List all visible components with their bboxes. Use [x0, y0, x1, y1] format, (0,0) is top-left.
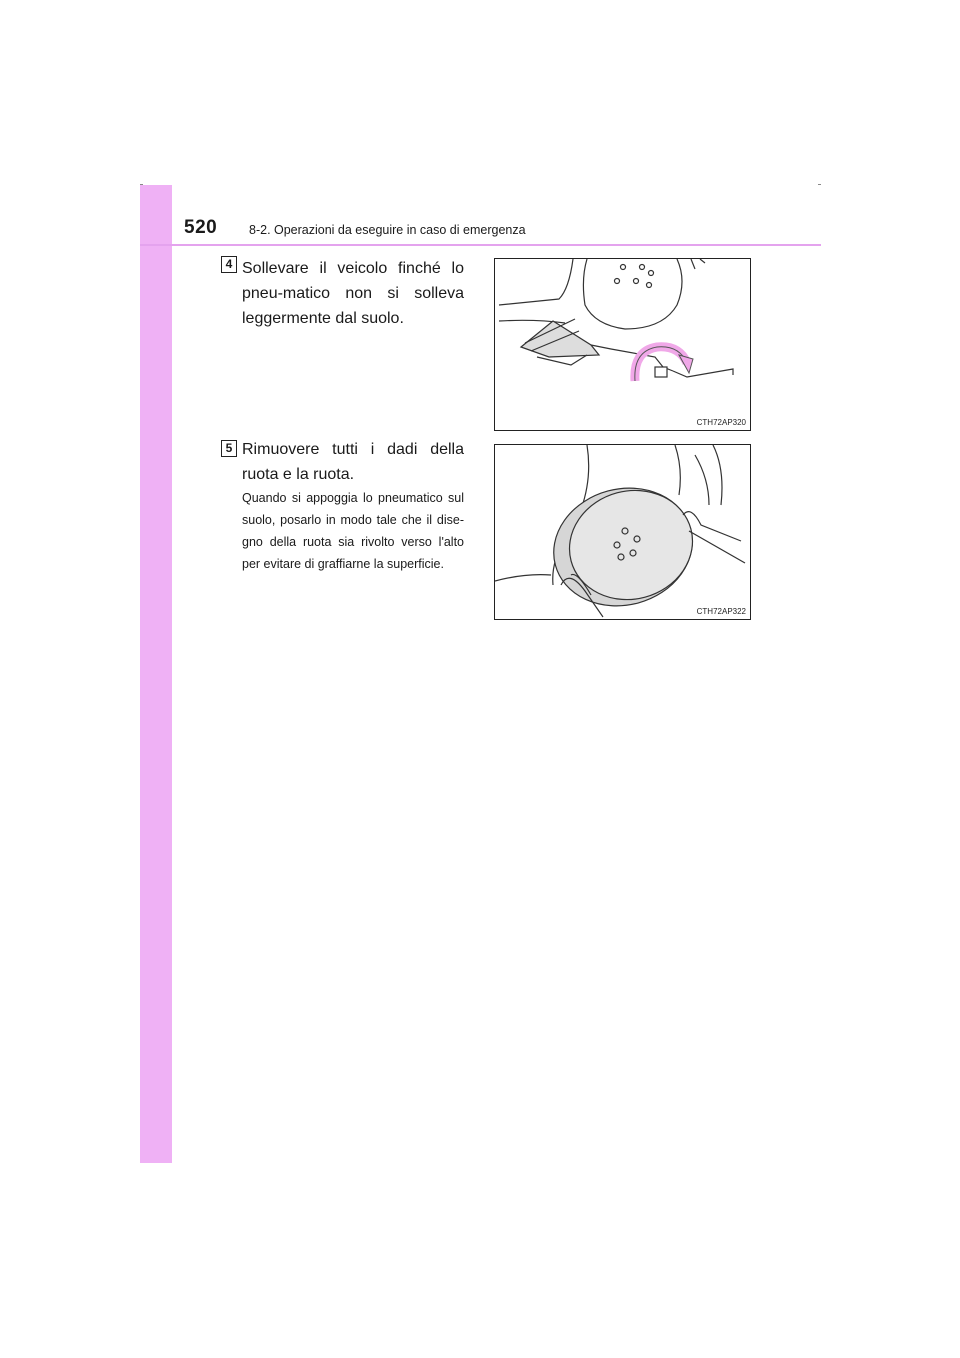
step-4-text: Sollevare il veicolo finché lo pneu-matico non si solleva leggermente dal suolo.	[242, 260, 464, 327]
wheel-removal-illustration	[495, 445, 750, 619]
step-5-note: Quando si appoggia lo pneumatico sul suolo, posarlo in modo tale che il dise-gno della ruota sia rivolto verso l'alto per evitare di graffiarne la superficie.	[242, 491, 464, 571]
crop-mark-left	[140, 184, 143, 185]
crop-mark-right	[818, 184, 821, 185]
header-rule	[140, 244, 821, 246]
figure-wheel-removal	[494, 444, 751, 620]
figure-jack-lifting	[494, 258, 751, 431]
section-title: 8-2. Operazioni da eseguire in caso di emergenza	[249, 223, 526, 237]
step-5-badge: 5	[221, 440, 237, 457]
page-number: 520	[184, 217, 218, 238]
step-4-badge: 4	[221, 256, 237, 273]
chapter-side-bar	[140, 185, 172, 1163]
jack-lifting-illustration	[495, 259, 750, 430]
step-5-text: Rimuovere tutti i dadi della ruota e la ruota.	[242, 441, 464, 483]
figure-code: CTH72AP320	[696, 418, 746, 427]
figure-code: CTH72AP322	[696, 607, 746, 616]
